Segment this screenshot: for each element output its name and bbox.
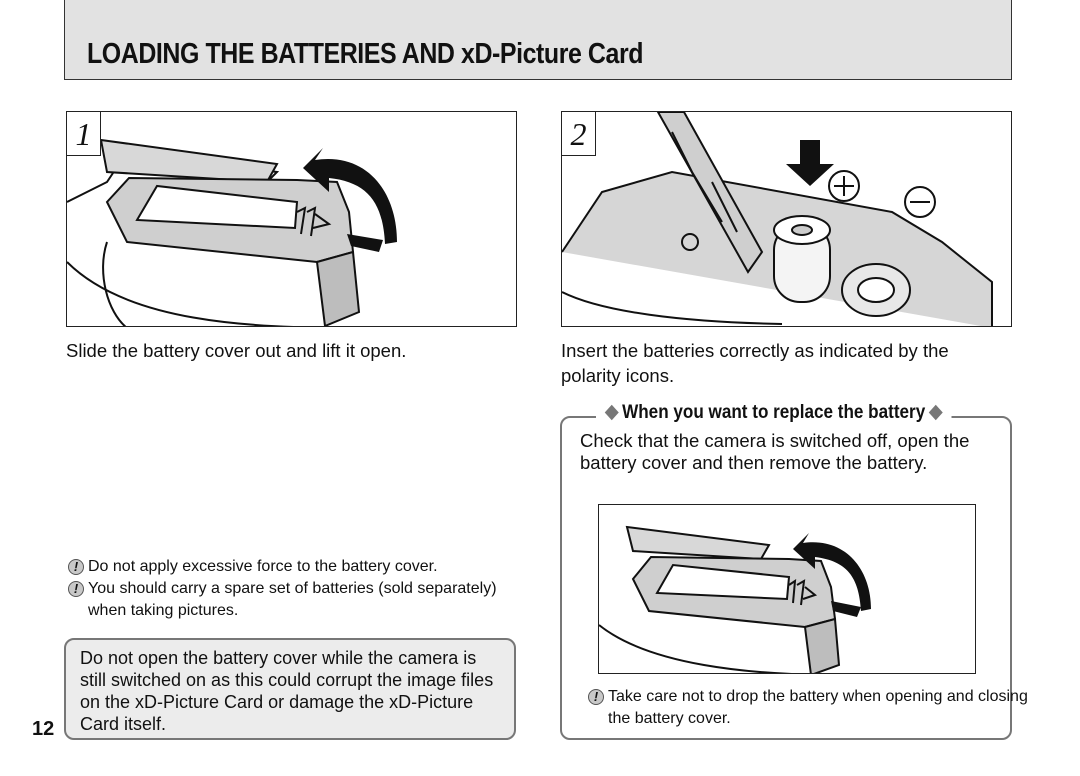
figure-3 xyxy=(598,504,976,674)
caution-notes xyxy=(68,556,518,622)
caution-note xyxy=(588,686,1028,730)
note-text: You should carry a spare set of batteries (sold separately) when taking pictures. xyxy=(88,580,497,619)
figure-1-caption: Slide the battery cover out and lift it open. xyxy=(66,340,407,361)
exclamation-icon: ! xyxy=(68,559,84,575)
warning-text: Do not open the battery cover while the camera is still switched on as this could corrupt the image files on the xD-Picture Card or damage the xD-Picture Card itself. xyxy=(80,648,494,734)
exclamation-icon: ! xyxy=(588,689,604,705)
page-number: 12 xyxy=(32,718,55,740)
note-text: Take care not to drop the battery when opening and closing the battery cover. xyxy=(608,688,1028,727)
down-arrow-icon xyxy=(786,140,834,186)
diamond-icon xyxy=(605,405,619,421)
replace-text: Check that the camera is switched off, open the battery cover and then remove the battery. xyxy=(580,430,970,473)
note-text: Do not apply excessive force to the battery cover. xyxy=(88,558,438,575)
caution-note xyxy=(68,578,518,622)
replace-battery-box xyxy=(560,402,1028,740)
figure-1 xyxy=(66,111,517,327)
replace-title-text: When you want to replace the battery xyxy=(622,402,926,423)
warning-box xyxy=(64,638,516,740)
header-bar xyxy=(64,0,1012,80)
figure-2 xyxy=(561,111,1012,327)
replace-title xyxy=(596,402,951,424)
page-title: LOADING THE BATTERIES AND xD-Picture Card xyxy=(87,38,644,70)
battery-insertion-illustration xyxy=(562,112,1012,327)
figure-number: 1 xyxy=(67,112,101,156)
figure-2-caption: Insert the batteries correctly as indicated by the polarity icons. xyxy=(561,340,949,386)
exclamation-icon: ! xyxy=(68,581,84,597)
camera-cover-open-illustration xyxy=(599,505,976,674)
camera-cover-illustration xyxy=(67,112,517,327)
diamond-icon xyxy=(929,405,943,421)
caution-note xyxy=(68,556,518,578)
figure-number: 2 xyxy=(562,112,596,156)
